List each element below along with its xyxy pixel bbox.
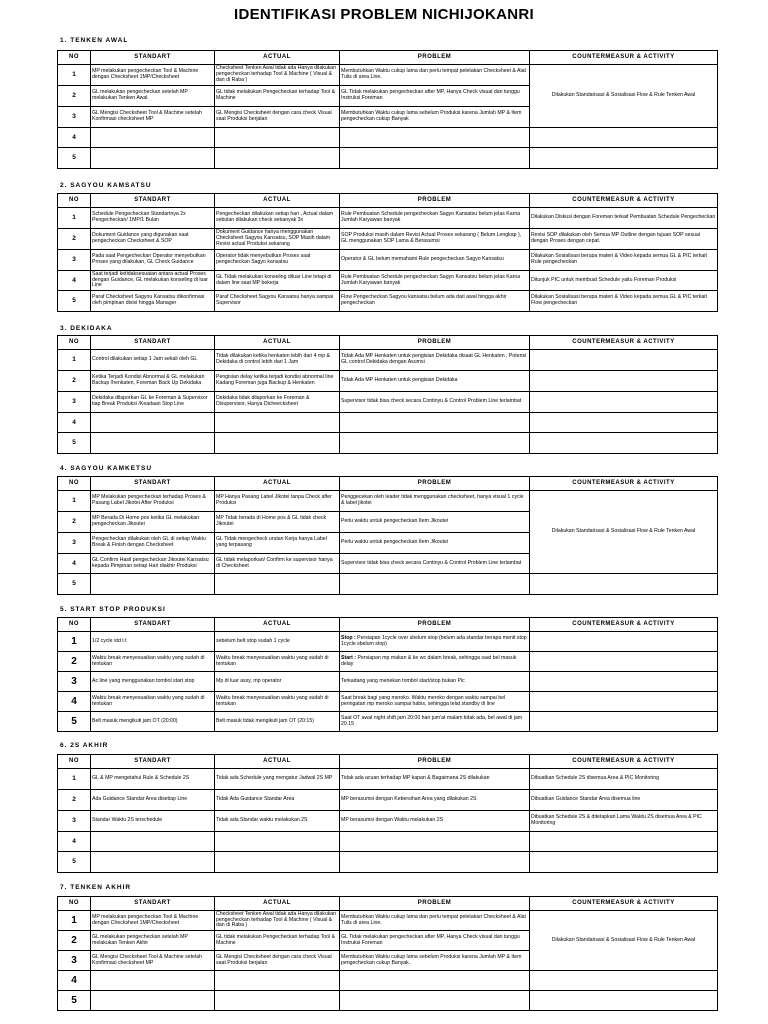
header-problem: PROBLEM xyxy=(340,336,530,350)
problem-cell: Stop : Persiapan 1cycle over sbelum stop (belum ada standar berapa menit stop 1cycle sbelum stop) xyxy=(340,632,530,652)
standart-cell: MP Melakukan pengecheckan terhadap Proses & Pasang Label Jikotei After Produksi xyxy=(91,491,215,512)
table-row xyxy=(58,350,718,371)
problem-cell: Saat break bagi yang meroko. Waktu meroko dengan waktu sampai bel peringatan mp meroko sampai habis, sehingga telat standby di line xyxy=(340,692,530,712)
table-header-row xyxy=(58,336,718,350)
standart-cell: Control dilakukan setiap 1 Jam sekali oleh GL xyxy=(91,350,215,371)
table-row xyxy=(58,672,718,692)
countermeasure-cell: Dibuatkan Schedule 2S & ditetapkan Lama Waktu 2S disemua Area & PIC Monitoring xyxy=(530,811,718,832)
table-row xyxy=(58,911,718,931)
header-problem: PROBLEM xyxy=(340,755,530,769)
standart-cell: GL & MP mengetahui Rule & Schedule 2S xyxy=(91,769,215,790)
problem-cell xyxy=(340,991,530,1011)
row-number: 1 xyxy=(58,491,91,512)
header-standart: STANDART xyxy=(91,755,215,769)
problem-cell xyxy=(340,971,530,991)
problem-cell: Start : Persiapan mp makan & ke wc dalam break, sehingga saat bel masuk delay xyxy=(340,652,530,672)
row-number: 2 xyxy=(58,790,91,811)
standart-cell xyxy=(91,433,215,454)
countermeasure-cell xyxy=(530,971,718,991)
standart-cell: Dokument Guidance yang digunakan saat pengecheckan Checksheet & SOP xyxy=(91,229,215,250)
actual-cell xyxy=(215,971,340,991)
table-row xyxy=(58,790,718,811)
actual-cell: Checksheet Tenken Awal tidak ada Hanya dilakukan pengecheckan terhadap Tool & Machine ( Visual & dan di Raba ) xyxy=(215,65,340,86)
table-row xyxy=(58,413,718,433)
problem-cell xyxy=(340,574,530,595)
header-actual: ACTUAL xyxy=(215,336,340,350)
row-number: 5 xyxy=(58,852,91,873)
row-number: 1 xyxy=(58,632,91,652)
header-problem: PROBLEM xyxy=(340,194,530,208)
countermeasure-cell xyxy=(530,350,718,371)
problem-table xyxy=(57,476,718,595)
actual-cell: GL tidak melaporkan/ Confirm ke supervisor hanya di Checksheet xyxy=(215,554,340,574)
actual-cell xyxy=(215,148,340,169)
countermeasure-cell xyxy=(530,692,718,712)
actual-cell xyxy=(215,413,340,433)
standart-cell: Waktu break menyesuaikan waktu yang sudah di tentukan xyxy=(91,652,215,672)
table-row xyxy=(58,208,718,229)
problem-cell xyxy=(340,832,530,852)
countermeasure-cell xyxy=(530,832,718,852)
table-row xyxy=(58,769,718,790)
problem-table xyxy=(57,896,718,1011)
section-title: 2. SAGYOU KAMSATSU xyxy=(60,182,152,189)
problem-cell: Membutuhkan Waktu cukup lama dan perlu tempat peletakan Checksheet & Alat Tulis di area Line. xyxy=(340,911,530,931)
standart-cell: Waktu break menyesuaikan waktu yang sudah di tentukan xyxy=(91,692,215,712)
table-row xyxy=(58,832,718,852)
countermeasure-cell: Dilakukan Standarisasi & Sosialisasi Flow & Rule Tenken Awal xyxy=(530,491,718,574)
actual-cell xyxy=(215,852,340,873)
standart-cell: Ac line yang menggunakan tombol start stop xyxy=(91,672,215,692)
header-no: NO xyxy=(58,194,91,208)
problem-cell: Rule Pembuatan Schedule pengecheckan Sagyo Kansatsu belum jelas Karna Jumlah Karyawan banyak xyxy=(340,271,530,291)
header-actual: ACTUAL xyxy=(215,618,340,632)
row-number: 3 xyxy=(58,672,91,692)
header-countermeasure: COUNTERMEASUR & ACTIVITY xyxy=(530,618,718,632)
table-row xyxy=(58,632,718,652)
countermeasure-cell: Dilakukan Standarisasi & Sosialisasi Flow & Rule Tenken Awal xyxy=(530,65,718,128)
actual-cell: Pengisian delay ketika terjadi kondisi abnormal line Kadang Foreman juga Backup & Henkaten xyxy=(215,371,340,392)
actual-cell: MP Hanya Pasang Label Jikotei tanpa Check after Produksi xyxy=(215,491,340,512)
actual-cell: Mp di luar assy, mp operator xyxy=(215,672,340,692)
problem-cell: Terkadang yang menekan tombol start/stop bukan Pic xyxy=(340,672,530,692)
page-title: IDENTIFIKASI PROBLEM NICHIJOKANRI xyxy=(234,6,534,23)
problem-cell: Operator & GL belum memahami Rule pengecheckan Sagyo Kansatsu xyxy=(340,250,530,271)
row-number: 4 xyxy=(58,971,91,991)
actual-cell: Belt masuk tidak mengikuti jam OT (20:15) xyxy=(215,712,340,732)
actual-cell: Tidak ada Schedule yang mengatur Jadwal 2S MP xyxy=(215,769,340,790)
countermeasure-cell xyxy=(530,148,718,169)
problem-cell xyxy=(340,433,530,454)
problem-table xyxy=(57,50,718,169)
actual-cell: GL Mengisi Checksheet dengan cara check Visual saat Produksi berjalan xyxy=(215,107,340,128)
problem-cell: Supervisor tidak bisa check secara Continyu & Control Problem Line terlambat xyxy=(340,554,530,574)
problem-cell: Rule Pembuatan Schedule pengecheckan Sagyo Kansatsu belum jelas Karna Jumlah Karyawan banyak xyxy=(340,208,530,229)
section-title: 5. START STOP PRODUKSI xyxy=(60,606,166,613)
table-header-row xyxy=(58,897,718,911)
row-number: 1 xyxy=(58,350,91,371)
problem-cell: Membutuhkan Waktu cukup lama dan perlu tempat peletakan Checksheet & Alat Tulis di area Line. xyxy=(340,65,530,86)
row-number: 4 xyxy=(58,832,91,852)
header-countermeasure: COUNTERMEASUR & ACTIVITY xyxy=(530,477,718,491)
header-countermeasure: COUNTERMEASUR & ACTIVITY xyxy=(530,51,718,65)
section-title: 4. SAGYOU KAMKETSU xyxy=(60,465,153,472)
countermeasure-cell: Dilakukan Sosialisasi berupa materi & Video kepada semua GL & PIC terkait Rule pengecheckan xyxy=(530,250,718,271)
problem-table xyxy=(57,193,718,312)
row-number: 5 xyxy=(58,991,91,1011)
row-number: 4 xyxy=(58,128,91,148)
table-row xyxy=(58,392,718,413)
countermeasure-cell: Dibuatkan Guidance Standar Area disemua line xyxy=(530,790,718,811)
countermeasure-cell xyxy=(530,413,718,433)
countermeasure-cell: Dilakukan Standarisasi & Sosialisasi Flow & Rule Tenken Awal xyxy=(530,911,718,971)
actual-cell xyxy=(215,832,340,852)
countermeasure-cell: Revisi SOP dilakukan oleh Semua MP Outline dengan tujuan SOP sesuai dengan Proses dengan cepat. xyxy=(530,229,718,250)
header-problem: PROBLEM xyxy=(340,897,530,911)
table-row xyxy=(58,291,718,312)
countermeasure-cell xyxy=(530,712,718,732)
table-row xyxy=(58,852,718,873)
standart-cell: GL Mengisi Checksheet Tool & Machine setelah Konfirmasi checksheet MP xyxy=(91,951,215,971)
problem-table xyxy=(57,617,718,732)
problem-cell: Perlu waktu untuk pengecheckan Item Jikoutei xyxy=(340,512,530,533)
standart-cell xyxy=(91,971,215,991)
countermeasure-cell: Ditunjuk PIC untuk membuat Schedule yaitu Foreman Produksi xyxy=(530,271,718,291)
header-standart: STANDART xyxy=(91,477,215,491)
section-title: 7. TENKEN AKHIR xyxy=(60,884,132,891)
actual-cell: GL Tidak melakukan konseling diluar Line tetapi di dalam line saat MP bekerja xyxy=(215,271,340,291)
table-row xyxy=(58,371,718,392)
standart-cell: Paraf Checksheet Sagyou Kansatsu dikonfirmasi oleh pimpinan divisi hingga Manager xyxy=(91,291,215,312)
row-number: 3 xyxy=(58,107,91,128)
header-countermeasure: COUNTERMEASUR & ACTIVITY xyxy=(530,755,718,769)
row-number: 2 xyxy=(58,371,91,392)
table-row xyxy=(58,148,718,169)
row-number: 4 xyxy=(58,554,91,574)
countermeasure-cell: Dilakukan Diskusi dengan Foreman terkait Pembuatan Schedule Pengecheckan xyxy=(530,208,718,229)
standart-cell: MP Berada Di Home pos ketika GL melakukan pengecheckan Jikoutei xyxy=(91,512,215,533)
countermeasure-cell: Dilakukan Sosialisasi berupa materi & Video kepada semua GL & PIC terkait Flow pengecheckan xyxy=(530,291,718,312)
standart-cell: GL Confirm Hasil pengecheckan Jikoutei Kansatsu kepada Pimpinan setiap Hari diakhir Produksi xyxy=(91,554,215,574)
countermeasure-cell xyxy=(530,371,718,392)
countermeasure-cell xyxy=(530,852,718,873)
standart-cell: GL melakukan pengecheckan setelah MP melakukan Tenken Akhir xyxy=(91,931,215,951)
problem-cell: MP berasumsi dengan Kebersihan Area yang dilakukan 2S xyxy=(340,790,530,811)
header-problem: PROBLEM xyxy=(340,51,530,65)
standart-cell: Pengecheckan dilakukan oleh GL di setiap Waktu Break & Finish dengan Checksheet xyxy=(91,533,215,554)
table-row xyxy=(58,574,718,595)
countermeasure-cell xyxy=(530,652,718,672)
row-number: 3 xyxy=(58,250,91,271)
row-number: 1 xyxy=(58,65,91,86)
countermeasure-cell xyxy=(530,433,718,454)
standart-cell: 1/2 cycle std t.t xyxy=(91,632,215,652)
header-actual: ACTUAL xyxy=(215,897,340,911)
row-number: 2 xyxy=(58,652,91,672)
table-row xyxy=(58,65,718,86)
problem-cell: GL Tidak melakukan pengecheckan after MP, Hanya Check visual dan tunggu Instruksi Foreman xyxy=(340,931,530,951)
header-actual: ACTUAL xyxy=(215,51,340,65)
section-title: 3. DEKIDAKA xyxy=(60,325,113,332)
actual-cell: GL Tidak mengecheck urutan Kerja hanya Label yang terpasang xyxy=(215,533,340,554)
row-number: 4 xyxy=(58,271,91,291)
header-countermeasure: COUNTERMEASUR & ACTIVITY xyxy=(530,897,718,911)
standart-cell: Belt masuk mengikuti jam OT (20:00) xyxy=(91,712,215,732)
problem-cell: MP berasumsi dengan Waktu melakukan 2S xyxy=(340,811,530,832)
actual-cell: Operator tidak menyebutkan Proses saat pengecheckan Sagyo kansatsu xyxy=(215,250,340,271)
actual-cell xyxy=(215,128,340,148)
problem-cell: GL Tidak melakukan pengecheckan after MP, Hanya Check visual dan tunggu Instruksi Foreman xyxy=(340,86,530,107)
standart-cell xyxy=(91,832,215,852)
standart-cell xyxy=(91,148,215,169)
row-number: 1 xyxy=(58,208,91,229)
header-standart: STANDART xyxy=(91,51,215,65)
problem-cell xyxy=(340,852,530,873)
actual-cell: Dekidaka tidak dilaporkan ke Foreman & Disupervisor, Hanya Dicheecksheet xyxy=(215,392,340,413)
row-number: 4 xyxy=(58,692,91,712)
table-header-row xyxy=(58,618,718,632)
row-number: 5 xyxy=(58,574,91,595)
row-number: 5 xyxy=(58,712,91,732)
section-title: 1. TENKEN AWAL xyxy=(60,37,129,44)
table-row xyxy=(58,991,718,1011)
standart-cell: MP melakukan pengecheckan Tool & Machine dengan Checksheet 1MP/Checksheet xyxy=(91,911,215,931)
table-row xyxy=(58,250,718,271)
countermeasure-cell: Dibuatkan Schedule 2S disemua Area & PIC Monitoring xyxy=(530,769,718,790)
actual-cell xyxy=(215,574,340,595)
problem-table xyxy=(57,754,718,873)
actual-cell: GL Mengisi Checksheet dengan cara check Visual saat Produksi berjalan xyxy=(215,951,340,971)
problem-cell: Flow Pengecheckan Sagyou kansatsu belum ada dari awal hingga akhir pengecheckan xyxy=(340,291,530,312)
problem-cell: Membutuhkan Waktu cukup lama sebelum Produksi karena Jumlah MP & Item pengecheckan cukup Banyak xyxy=(340,107,530,128)
problem-label: Start : xyxy=(341,654,358,661)
problem-cell xyxy=(340,413,530,433)
standart-cell: MP melakukan pengecheckan Tool & Machine dengan Checksheet 1MP/Checksheet xyxy=(91,65,215,86)
actual-cell: sebelum belt stop sudah 1 cycle xyxy=(215,632,340,652)
standart-cell: Saat terjadi ketidaksesuaian antara actual Proses dengan Guidance, GL melakukan konseling di luar Line xyxy=(91,271,215,291)
actual-cell: Dokument Guidance hanya menggunakan Checksheet Sagyou Kansatsu, SOP Masih dalam Revisi actual Produksi sekarang xyxy=(215,229,340,250)
row-number: 1 xyxy=(58,911,91,931)
table-header-row xyxy=(58,194,718,208)
problem-cell: Membutuhkan Waktu cukup lama sebelum Produksi karena Jumlah MP & Item pengecheckan cukup Banyak. xyxy=(340,951,530,971)
countermeasure-cell xyxy=(530,632,718,652)
row-number: 3 xyxy=(58,811,91,832)
row-number: 2 xyxy=(58,931,91,951)
row-number: 5 xyxy=(58,148,91,169)
table-header-row xyxy=(58,477,718,491)
standart-cell xyxy=(91,574,215,595)
table-row xyxy=(58,712,718,732)
header-standart: STANDART xyxy=(91,897,215,911)
actual-cell: Checksheet Tenken Awal tidak ada Hanya dilakukan pengecheckan terhadap Tool & Machine ( Visual & dan di Raba ) xyxy=(215,911,340,931)
row-number: 2 xyxy=(58,512,91,533)
problem-cell: SOP Produksi masih dalam Revisi Actual Proses sekarang ( Belum Lengkap ), GL menggunakan SOP Lama & Berasumsi xyxy=(340,229,530,250)
standart-cell xyxy=(91,128,215,148)
standart-cell: Dekidaka dilaporkan GL ke Foreman & Supervisor tiap Break Produksi /Keadaan Stop Line xyxy=(91,392,215,413)
standart-cell: Pada saat Pengecheckan Operator menyebutkan Proses yang dilakukan, GL Check Guidance xyxy=(91,250,215,271)
countermeasure-cell xyxy=(530,128,718,148)
actual-cell: GL tidak melakukan Pengecheckan terhadap Tool & Machine xyxy=(215,86,340,107)
actual-cell: Tidak ada Standar waktu melakukan 2S xyxy=(215,811,340,832)
section-title: 6. 2S AKHIR xyxy=(60,742,109,749)
standart-cell: Standar Waktu 2S terschedule xyxy=(91,811,215,832)
table-row xyxy=(58,433,718,454)
row-number: 5 xyxy=(58,291,91,312)
header-no: NO xyxy=(58,618,91,632)
countermeasure-cell xyxy=(530,392,718,413)
row-number: 3 xyxy=(58,951,91,971)
problem-table xyxy=(57,335,718,454)
header-standart: STANDART xyxy=(91,336,215,350)
standart-cell: Schedule Pengecheckan Standartnya 2x Pengecheckan/ 1MP/1 Bulan xyxy=(91,208,215,229)
problem-cell: Tidak ada acuan terhadap MP kapan & Bagaimana 2S dilakukan xyxy=(340,769,530,790)
problem-cell xyxy=(340,148,530,169)
problem-cell: Perlu waktu untuk pengecheckan Item Jikoutei xyxy=(340,533,530,554)
standart-cell xyxy=(91,852,215,873)
standart-cell: GL Mengisi Checksheet Tool & Machine setelah Konfirmasi checksheet MP xyxy=(91,107,215,128)
problem-cell: Tidak Ada MP Henkaten untuk pengisian Dekidaka xyxy=(340,371,530,392)
header-actual: ACTUAL xyxy=(215,477,340,491)
table-row xyxy=(58,692,718,712)
header-no: NO xyxy=(58,336,91,350)
actual-cell: GL tidak melakukan Pengecheckan terhadap Tool & Machine xyxy=(215,931,340,951)
actual-cell xyxy=(215,433,340,454)
row-number: 3 xyxy=(58,533,91,554)
actual-cell: Waktu break menyesuaikan waktu yang sudah di tentukan xyxy=(215,652,340,672)
row-number: 1 xyxy=(58,769,91,790)
problem-cell: Saat OT awal night shift jam 20:00 hari jum'at malam tidak ada, bel awal di jam 20.15 xyxy=(340,712,530,732)
standart-cell: GL melakukan pengecheckan setelah MP melakukan Tenken Awal xyxy=(91,86,215,107)
row-number: 2 xyxy=(58,229,91,250)
table-header-row xyxy=(58,51,718,65)
table-row xyxy=(58,128,718,148)
header-no: NO xyxy=(58,755,91,769)
table-row xyxy=(58,652,718,672)
header-no: NO xyxy=(58,897,91,911)
header-no: NO xyxy=(58,477,91,491)
actual-cell: Tidak Ada Guidance Standar Area xyxy=(215,790,340,811)
header-countermeasure: COUNTERMEASUR & ACTIVITY xyxy=(530,336,718,350)
countermeasure-cell xyxy=(530,672,718,692)
actual-cell xyxy=(215,991,340,1011)
header-problem: PROBLEM xyxy=(340,618,530,632)
standart-cell: Ketika Terjadi Kondisi Abnormal & GL melakukan Backup /henkaten, Foreman Back Up Dekidaka xyxy=(91,371,215,392)
table-row xyxy=(58,271,718,291)
standart-cell xyxy=(91,991,215,1011)
header-standart: STANDART xyxy=(91,194,215,208)
standart-cell: Ada Guidance Standar Area disetiap Line xyxy=(91,790,215,811)
table-row xyxy=(58,811,718,832)
row-number: 2 xyxy=(58,86,91,107)
problem-cell xyxy=(340,128,530,148)
row-number: 4 xyxy=(58,413,91,433)
table-header-row xyxy=(58,755,718,769)
header-standart: STANDART xyxy=(91,618,215,632)
header-problem: PROBLEM xyxy=(340,477,530,491)
actual-cell: Paraf Checksheet Sagyou Kansatsu hanya sampai Supervisor xyxy=(215,291,340,312)
actual-cell: MP Tidak berada di Home pos & GL tidak check Jikoutei xyxy=(215,512,340,533)
row-number: 3 xyxy=(58,392,91,413)
table-row xyxy=(58,491,718,512)
actual-cell: Waktu break menyesuaikan waktu yang sudah di tentukan xyxy=(215,692,340,712)
header-actual: ACTUAL xyxy=(215,194,340,208)
table-row xyxy=(58,229,718,250)
problem-cell: Penggecekan oleh leader tidak menggunakan checksheet, hanya visual 1 cycle & label jikotei xyxy=(340,491,530,512)
actual-cell: Pengecheckan dilakukan setiap hari , Actual dalam sebulan dilakukan check sebanyak 3x xyxy=(215,208,340,229)
header-countermeasure: COUNTERMEASUR & ACTIVITY xyxy=(530,194,718,208)
countermeasure-cell xyxy=(530,574,718,595)
header-actual: ACTUAL xyxy=(215,755,340,769)
problem-cell: Tidak Ada MP Henkaten untuk pengisian Dekidaka disaat GL Henkaten , Potensi GL control Dekidaka dengan Asumsi xyxy=(340,350,530,371)
header-no: NO xyxy=(58,51,91,65)
standart-cell xyxy=(91,413,215,433)
row-number: 5 xyxy=(58,433,91,454)
problem-cell: Supervisor tidak bisa check secara Continyu & Control Problem Line terlambat xyxy=(340,392,530,413)
problem-label: Stop : xyxy=(341,634,358,641)
table-row xyxy=(58,971,718,991)
countermeasure-cell xyxy=(530,991,718,1011)
actual-cell: Tidak dilakukan ketika henkaten lebih dari 4 mp & Dekidaka di control lebih dari 1 Jam xyxy=(215,350,340,371)
